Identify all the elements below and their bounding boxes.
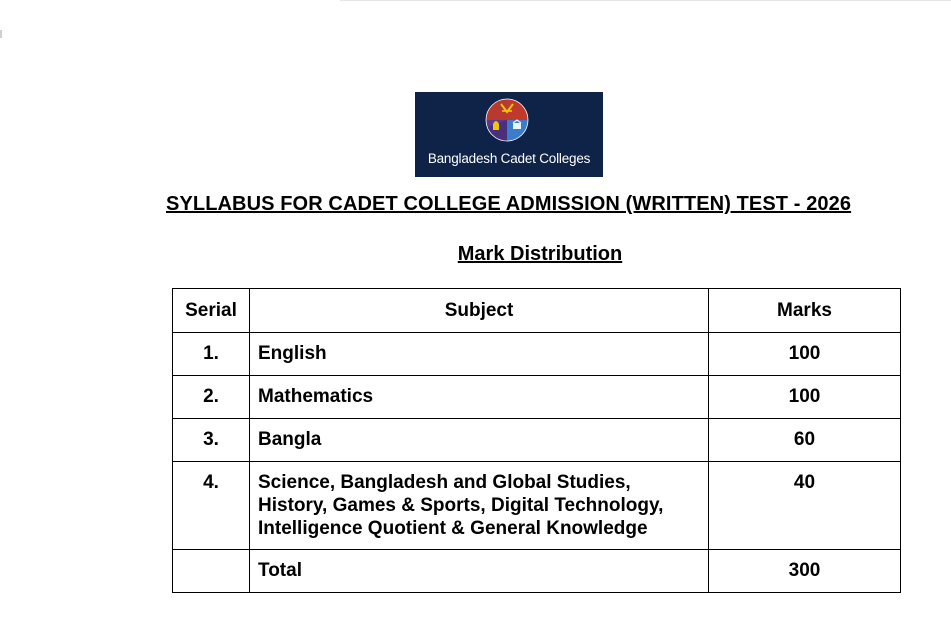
cadet-college-emblem-icon	[485, 98, 529, 142]
total-label: Total	[250, 550, 709, 593]
header-subject: Subject	[250, 289, 709, 333]
cell-serial	[173, 550, 250, 593]
cell-subject: Bangla	[250, 419, 709, 462]
header-serial: Serial	[173, 289, 250, 333]
document-title: SYLLABUS FOR CADET COLLEGE ADMISSION (WRITTEN) TEST - 2026	[166, 193, 852, 215]
cell-subject: Mathematics	[250, 376, 709, 419]
section-title: Mark Distribution	[457, 243, 623, 265]
cell-serial: 2.	[173, 376, 250, 419]
cell-serial: 3.	[173, 419, 250, 462]
table-row	[173, 419, 901, 462]
cell-serial: 1.	[173, 333, 250, 376]
cell-marks: 100	[709, 376, 901, 419]
edge-mark	[0, 30, 2, 38]
table-total-row	[173, 550, 901, 593]
subject-line: History, Games & Sports, Digital Technology,	[258, 495, 664, 516]
top-divider	[340, 0, 951, 1]
table-header-row	[173, 289, 901, 333]
cell-marks: 40	[709, 462, 901, 550]
logo-caption: Bangladesh Cadet Colleges	[427, 151, 591, 166]
table-row	[173, 462, 901, 550]
total-marks: 300	[709, 550, 901, 593]
cell-marks: 60	[709, 419, 901, 462]
subject-line: Science, Bangladesh and Global Studies,	[258, 472, 631, 493]
header-marks: Marks	[709, 289, 901, 333]
table-row	[173, 376, 901, 419]
cell-serial: 4.	[173, 462, 250, 550]
cell-subject: English	[250, 333, 709, 376]
cell-marks: 100	[709, 333, 901, 376]
mark-distribution-table	[172, 288, 901, 593]
logo-banner	[415, 92, 603, 177]
subject-line: Intelligence Quotient & General Knowledge	[258, 518, 648, 539]
table-row	[173, 333, 901, 376]
cell-subject	[250, 462, 709, 550]
